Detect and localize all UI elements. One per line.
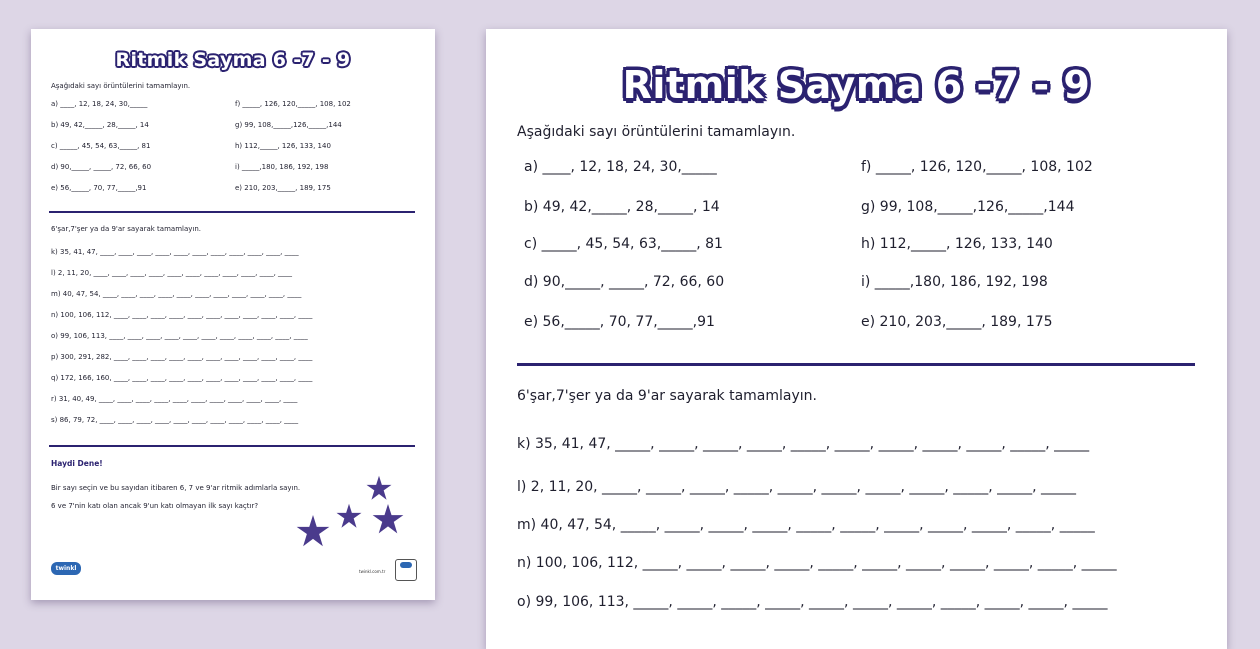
pattern-item: c) _____, 45, 54, 63,_____, 81	[524, 236, 723, 252]
sequence-item: l) 2, 11, 20, _____, _____, _____, _____, _____, _____, _____, _____, _____, _____, _____	[517, 479, 1077, 495]
pattern-item: i) _____,180, 186, 192, 198	[235, 163, 329, 171]
star-icon	[366, 475, 392, 501]
sequence-item: k) 35, 41, 47, _____, _____, _____, _____, _____, _____, _____, _____, _____, _____, _____	[517, 436, 1090, 452]
pattern-item: i) _____,180, 186, 192, 198	[861, 274, 1048, 290]
star-icon	[336, 503, 362, 529]
sequence-item: q) 172, 166, 160, ____, ____, ____, ____, ____, ____, ____, ____, ____, ____, ____	[51, 374, 313, 382]
pattern-item: c) _____, 45, 54, 63,_____, 81	[51, 142, 151, 150]
worksheet-title: Ritmik Sayma 6 -7 - 9	[622, 63, 1091, 107]
sequence-item: o) 99, 106, 113, _____, _____, _____, _____, _____, _____, _____, _____, _____, _____, _____	[517, 594, 1108, 610]
sequence-item: o) 99, 106, 113, ____, ____, ____, ____, ____, ____, ____, ____, ____, ____, ____	[51, 332, 308, 340]
pattern-item: b) 49, 42,_____, 28,_____, 14	[51, 121, 149, 129]
pattern-item: b) 49, 42,_____, 28,_____, 14	[524, 199, 720, 215]
sequence-item: n) 100, 106, 112, _____, _____, _____, _____, _____, _____, _____, _____, _____, _____, _____	[517, 555, 1117, 571]
pattern-item: a) ____, 12, 18, 24, 30,_____	[524, 159, 717, 175]
divider	[49, 211, 415, 213]
sequence-item: n) 100, 106, 112, ____, ____, ____, ____, ____, ____, ____, ____, ____, ____, ____	[51, 311, 313, 319]
divider	[49, 445, 415, 447]
pattern-item: d) 90,_____, _____, 72, 66, 60	[51, 163, 152, 171]
sequence-item: r) 31, 40, 49, ____, ____, ____, ____, ____, ____, ____, ____, ____, ____, ____	[51, 395, 298, 403]
pattern-item: e) 210, 203,_____, 189, 175	[235, 184, 331, 192]
instruction-text: 6'şar,7'şer ya da 9'ar sayarak tamamlayın.	[51, 225, 201, 233]
pattern-item: a) ____, 12, 18, 24, 30,_____	[51, 100, 148, 108]
pattern-item: e) 56,_____, 70, 77,_____,91	[524, 314, 715, 330]
sequence-item: k) 35, 41, 47, ____, ____, ____, ____, ____, ____, ____, ____, ____, ____, ____	[51, 248, 299, 256]
pattern-item: f) _____, 126, 120,_____, 108, 102	[861, 159, 1093, 175]
pattern-item: f) _____, 126, 120,_____, 108, 102	[235, 100, 351, 108]
pattern-item: e) 56,_____, 70, 77,_____,91	[51, 184, 147, 192]
pattern-item: h) 112,_____, 126, 133, 140	[235, 142, 331, 150]
pattern-item: g) 99, 108,_____,126,_____,144	[861, 199, 1075, 215]
challenge-question: 6 ve 7'nin katı olan ancak 9'un katı olmayan ilk sayı kaçtır?	[51, 502, 259, 510]
challenge-text: Bir sayı seçin ve bu sayıdan itibaren 6, 7 ve 9'ar ritmik adımlarla sayın.	[51, 484, 301, 492]
sequence-item: m) 40, 47, 54, ____, ____, ____, ____, ____, ____, ____, ____, ____, ____, ____	[51, 290, 302, 298]
instruction-text: Aşağıdaki sayı örüntülerini tamamlayın.	[51, 82, 191, 90]
challenge-heading: Haydi Dene!	[51, 459, 103, 468]
instruction-text: Aşağıdaki sayı örüntülerini tamamlayın.	[517, 124, 796, 140]
sequence-item: p) 300, 291, 282, ____, ____, ____, ____, ____, ____, ____, ____, ____, ____, ____	[51, 353, 313, 361]
pattern-item: h) 112,_____, 126, 133, 140	[861, 236, 1053, 252]
star-icon	[371, 503, 405, 535]
sequence-item: m) 40, 47, 54, _____, _____, _____, _____, _____, _____, _____, _____, _____, _____, _____	[517, 517, 1095, 533]
badge-icon	[395, 559, 417, 581]
sequence-item: s) 86, 79, 72, ____, ____, ____, ____, ____, ____, ____, ____, ____, ____, ____	[51, 416, 299, 424]
worksheet-zoomed	[486, 29, 1227, 649]
worksheet-thumbnail	[31, 29, 435, 600]
pattern-item: d) 90,_____, _____, 72, 66, 60	[524, 274, 725, 290]
footer-url: twinkl.com.tr	[359, 569, 386, 574]
pattern-item: e) 210, 203,_____, 189, 175	[861, 314, 1053, 330]
pattern-item: g) 99, 108,_____,126,_____,144	[235, 121, 342, 129]
sequence-item: l) 2, 11, 20, ____, ____, ____, ____, ____, ____, ____, ____, ____, ____, ____	[51, 269, 293, 277]
twinkl-logo: twinkl	[51, 562, 81, 575]
divider	[517, 363, 1195, 366]
star-icon	[295, 514, 331, 548]
instruction-text: 6'şar,7'şer ya da 9'ar sayarak tamamlayın.	[517, 388, 817, 404]
worksheet-title: Ritmik Sayma 6 -7 - 9	[115, 49, 351, 71]
